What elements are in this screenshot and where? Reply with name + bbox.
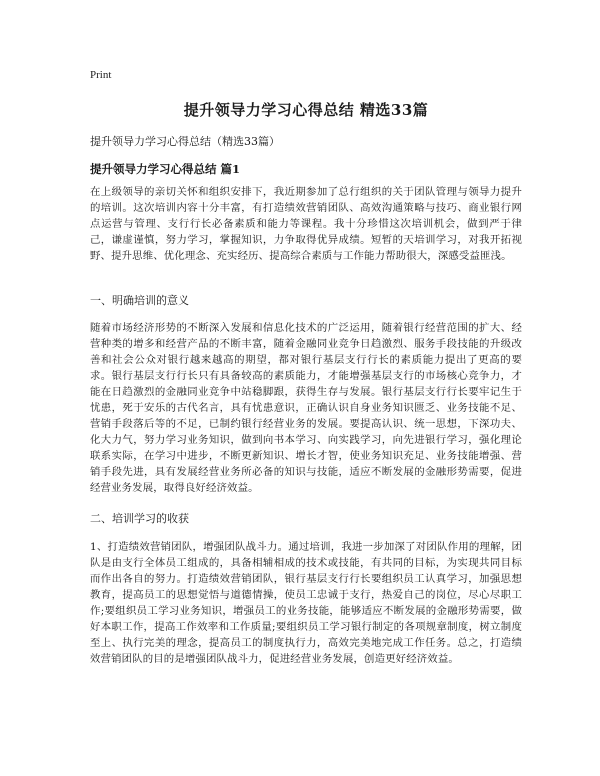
print-label[interactable]: Print (90, 69, 112, 81)
intro-paragraph: 在上级领导的亲切关怀和组织安排下，我近期参加了总行组织的关于团队管理与领导力提升的培训。这次培训内容十分丰富，有打造绩效营销团队、高效沟通策略与技巧、商业银行网点运营与管理、支行行长必备素质和能力等课程。我十分珍惜这次培训机会，做到严于律己，谦虚谨慎，努力学习，掌握知识，力争取得优异成绩。短暂的天培训学习，对我开拓视野、提升思维、优化理念、充实经历、提高综合素质与工作能力帮助很大，深感受益匪浅。 (90, 186, 522, 262)
page-title: 提升领导力学习心得总结 精选33篇 (183, 101, 429, 119)
meaning-paragraph: 随着市场经济形势的不断深入发展和信息化技术的广泛运用，随着银行经营范围的扩大、经营种类的增多和经营产品的不断丰富，随着金融同业竞争日趋激烈、服务手段技能的升级改善和社会公众对银行越来越高的期望，都对银行基层支行行长的素质能力提出了更高的要求。银行基层支行行长只有具备较高的素质能力，才能增强基层支行的市场核心竞争力，才能在日趋激烈的金融同业竞争中站稳脚跟，获得生存与发展。银行基层支行行长要牢记生于忧患，死于安乐的古代名言，具有忧患意识，正确认识自身业务知识匮乏、业务技能不足、营销手段落后等的不足，已制约银行经营业务的发展。要提高认识、统一思想，下深功夫、化大力气，努力学习业务知识，做到向书本学习、向实践学习，向先进银行学习，强化理论联系实际，在学习中进步，不断更新知识、增长才智，使业务知识充足、业务技能增强、营销手段先进，具有发展经营业务所必备的知识与技能，适应不断发展的金融形势需要，促进经营业务发展，取得良好经济效益。 (90, 322, 522, 494)
section-heading: 提升领导力学习心得总结 篇1 (90, 162, 241, 176)
heading-meaning: 一、明确培训的意义 (90, 294, 189, 307)
document-subtitle: 提升领导力学习心得总结（精选33篇） (90, 135, 280, 148)
harvest-paragraph: 1、打造绩效营销团队，增强团队战斗力。通过培训，我进一步加深了对团队作用的理解，团队是由支行全体员工组成的，具备相辅相成的技术或技能，有共同的目标，为实现共同目标而作出各自的努力。打造绩效营销团队，银行基层支行行长要组织员工认真学习，加强思想教育，提高员工的思想觉悟与道德情操，使员工忠诚于支行，热爱自己的岗位，尽心尽职工作;要组织员工学习业务知识，增强员工的业务技能，能够适应不断发展的金融形势需要，做好本职工作，提高工作效率和工作质量;要组织员工学习银行制定的各项规章制度，树立制度至上、执行完美的理念，提高员工的制度执行力，高效完美地完成工作任务。总之，打造绩效营销团队的目的是增强团队战斗力，促进经营业务发展，创造更好经济效益。 (90, 541, 522, 665)
heading-harvest: 二、培训学习的收获 (90, 512, 189, 525)
